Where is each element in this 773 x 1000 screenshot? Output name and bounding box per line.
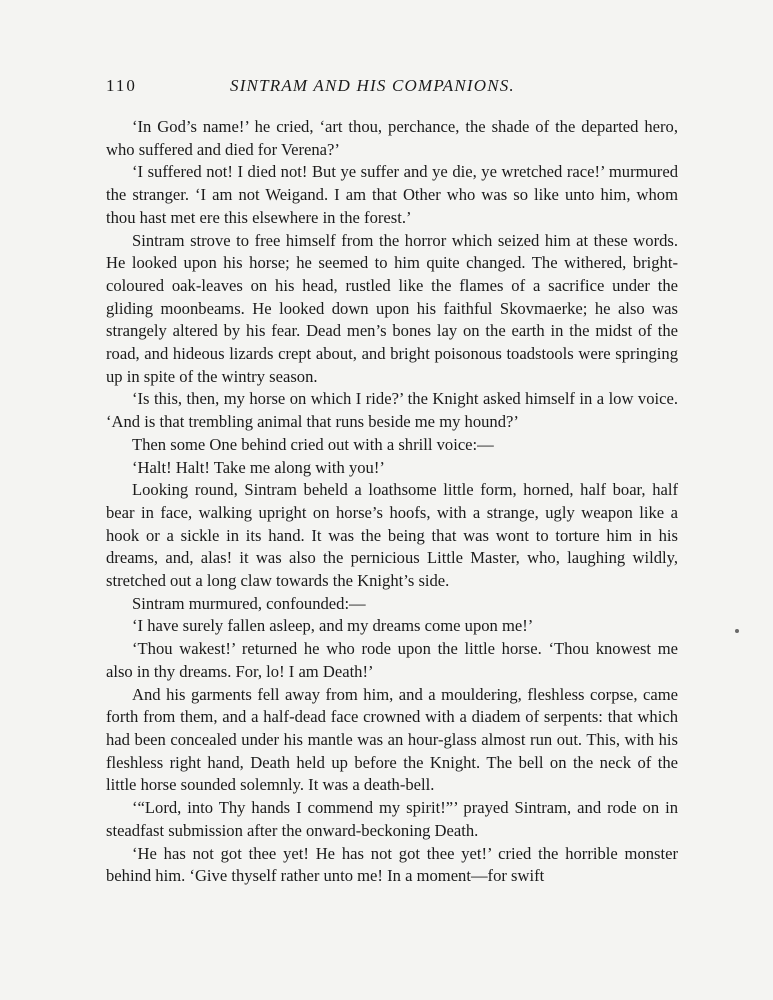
paragraph: ‘Thou wakest!’ returned he who rode upon the little horse. ‘Thou knowest me also in thy dreams. For, lo! I am Death!’ bbox=[106, 639, 678, 681]
ink-speck bbox=[735, 629, 739, 633]
paragraph: ‘He has not got thee yet! He has not got thee yet!’ cried the horrible monster behind him. ‘Give thyself rather unto me! In a moment—for swift bbox=[106, 843, 678, 886]
paragraph: Looking round, Sintram beheld a loathsome little form, horned, half boar, half bear in face, walking upright on horse’s hoofs, with a strange, ugly weapon like a hook or a sickle in its hand. It was the being that was wont to torture him in his dreams, and, alas! it was also the pernicious Little Master, who, laughing wildly, stretched out a long claw towards the Knight’s side. bbox=[106, 480, 678, 591]
paragraph: ‘In God’s name!’ he cried, ‘art thou, perchance, the shade of the departed hero, who suffered and died for Verena?’ bbox=[106, 117, 678, 159]
paragraph: Sintram strove to free himself from the horror which seized him at these words. He looked upon his horse; he seemed to him quite changed. The withered, bright-coloured oak-leaves on his head, rustled like the flames of a sacrifice under the gliding moonbeams. He looked down upon his faithful Skovmaerke; he also was strangely altered by his fear. Dead men’s bones lay on the earth in the midst of the road, and hideous lizards crept about, and bright poisonous toadstools were springing up in spite of the wintry season. bbox=[106, 230, 678, 386]
paragraph: And his garments fell away from him, and a mouldering, fleshless corpse, came forth from them, and a half-dead face crowned with a diadem of serpents: that which had been concealed under his mantle was an hour-glass almost run out. This, with his fleshless right hand, Death held up before the Knight. The bell on the neck of the little horse sounded solemnly. It was a death-bell. bbox=[106, 684, 678, 795]
paragraph: ‘Is this, then, my horse on which I ride?’ the Knight asked himself in a low voice. ‘And is that trembling animal that runs beside me my hound?’ bbox=[106, 389, 678, 432]
paragraph: ‘Halt! Halt! Take me along with you!’ bbox=[132, 457, 385, 477]
paragraph: Sintram murmured, confounded:— bbox=[132, 593, 366, 613]
paragraph: ‘I have surely fallen asleep, and my dreams come upon me!’ bbox=[132, 616, 534, 636]
paragraph: ‘I suffered not! I died not! But ye suffer and ye die, ye wretched race!’ murmured the stranger. ‘I am not Weigand. I am that Other who was so like unto him, whom thou hast met ere this elsewhere in the forest.’ bbox=[106, 162, 678, 227]
page-header bbox=[106, 76, 678, 102]
paragraph: Then some One behind cried out with a shrill voice:— bbox=[132, 434, 494, 454]
running-title: SINTRAM AND HIS COMPANIONS. bbox=[230, 76, 515, 95]
body-text bbox=[106, 116, 678, 888]
paragraph: ‘“Lord, into Thy hands I commend my spirit!”’ prayed Sintram, and rode on in steadfast submission after the onward-beckoning Death. bbox=[106, 798, 678, 840]
page-number: 110 bbox=[106, 76, 137, 95]
